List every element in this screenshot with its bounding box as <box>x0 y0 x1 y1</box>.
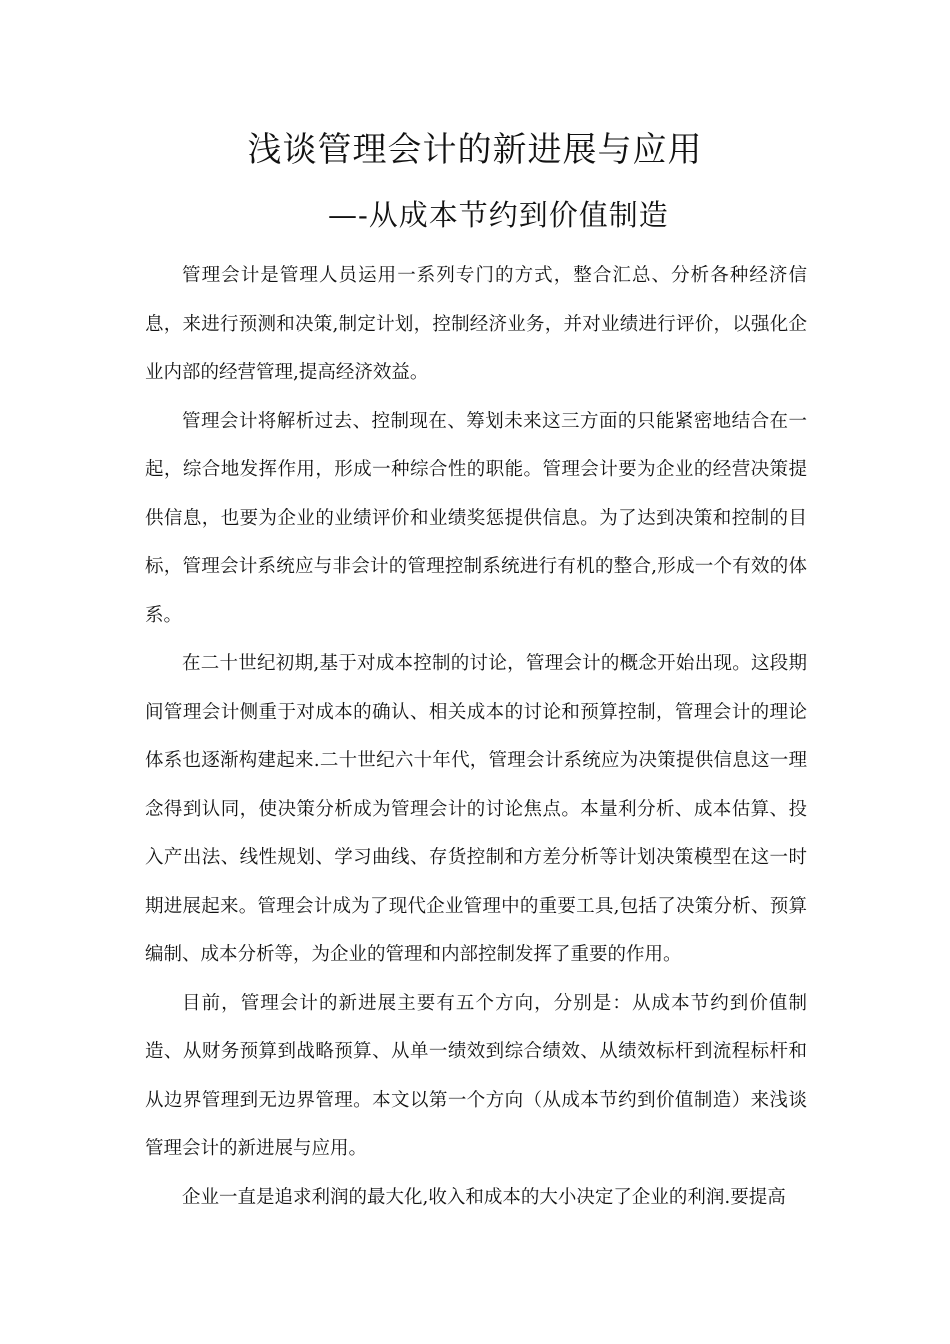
page-title: 浅谈管理会计的新进展与应用 <box>247 130 703 170</box>
paragraph: 在二十世纪初期,基于对成本控制的讨论，管理会计的概念开始出现。这段期间管理会计侧重于对成本的确认、相关成本的讨论和预算控制，管理会计的理论体系也逐渐构建起来.二十世纪六十年代，管理会计系统应为决策提供信息这一理念得到认同，使决策分析成为管理会计的讨论焦点。本量利分析、成本估算、投入产出法、线性规划、学习曲线、存货控制和方差分析等计划决策模型在这一时期进展起来。管理会计成为了现代企业管理中的重要工具,包括了决策分析、预算编制、成本分析等，为企业的管理和内部控制发挥了重要的作用。 <box>145 653 807 965</box>
paragraph: 目前，管理会计的新进展主要有五个方向，分别是：从成本节约到价值制造、从财务预算到战略预算、从单一绩效到综合绩效、从绩效标杆到流程标杆和从边界管理到无边界管理。本文以第一个方向（从成本节约到价值制造）来浅谈管理会计的新进展与应用。 <box>145 992 807 1159</box>
paragraph: 管理会计将解析过去、控制现在、筹划未来这三方面的只能紧密地结合在一起，综合地发挥作用，形成一种综合性的职能。管理会计要为企业的经营决策提供信息，也要为企业的业绩评价和业绩奖惩提供信息。为了达到决策和控制的目标，管理会计系统应与非会计的管理控制系统进行有机的整合,形成一个有效的体系。 <box>145 410 807 626</box>
page-subtitle: —-从成本节约到价值制造 <box>328 198 669 232</box>
document-body <box>145 252 807 1222</box>
paragraph: 企业一直是追求利润的最大化,收入和成本的大小决定了企业的利润.要提高 <box>182 1186 786 1208</box>
paragraph: 管理会计是管理人员运用一系列专门的方式，整合汇总、分析各种经济信息，来进行预测和决策,制定计划，控制经济业务，并对业绩进行评价，以强化企业内部的经营管理,提高经济效益。 <box>145 265 807 383</box>
